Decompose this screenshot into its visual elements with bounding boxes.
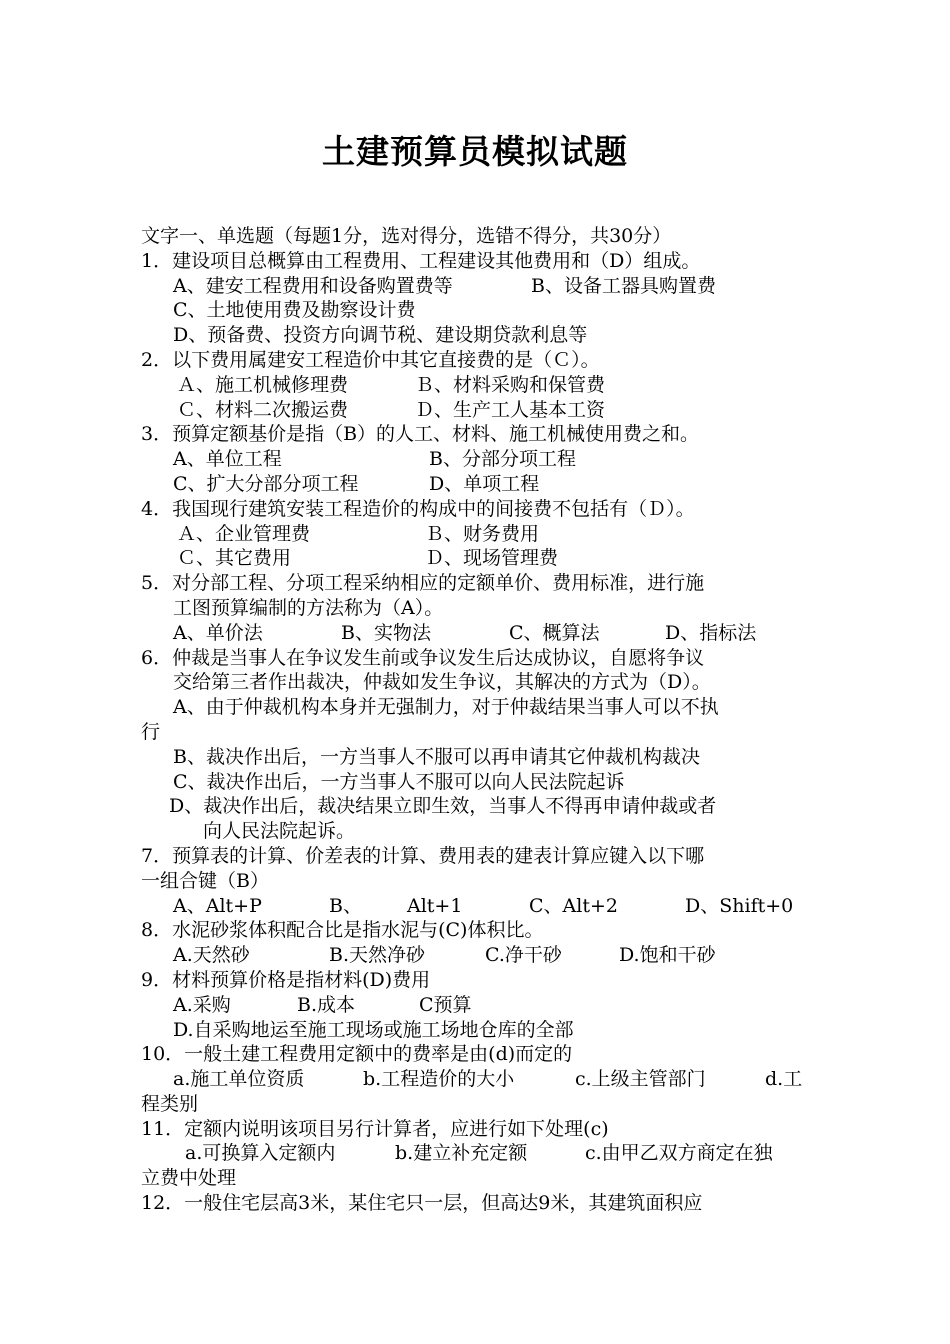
option-d: D、Shift+0 xyxy=(685,894,794,917)
question-3: 3．预算定额基价是指（B）的人工、材料、施工机械使用费之和。 xyxy=(141,423,700,446)
option-b: B、分部分项工程 xyxy=(429,448,576,471)
option-a: A、建安工程费用和设备购置费等 xyxy=(173,274,453,297)
question-1: 1．建设项目总概算由工程费用、工程建设其他费用和（D）组成。 xyxy=(141,249,701,272)
question-3-options-row2 xyxy=(141,472,821,497)
option-d: D.自采购地运至施工现场或施工场地仓库的全部 xyxy=(173,1018,574,1041)
question-6-continued: 交给第三者作出裁决，仲裁如发生争议，其解决的方式为（D）。 xyxy=(173,671,711,694)
question-12: 12．一般住宅层高3米，某住宅只一层，但高达9米，其建筑面积应 xyxy=(141,1192,703,1215)
question-7-options xyxy=(141,894,821,919)
question-4: 4．我国现行建筑安装工程造价的构成中的间接费不包括有（Ｄ）。 xyxy=(141,497,695,520)
question-5-options xyxy=(141,621,821,646)
option-d: D、指标法 xyxy=(665,621,757,644)
option-c: C、概算法 xyxy=(509,621,600,644)
option-d: D、裁决作出后，裁决结果立即生效，当事人不得再申请仲裁或者 xyxy=(169,795,717,818)
question-10: 10．一般土建工程费用定额中的费率是由(d)而定的 xyxy=(141,1043,573,1066)
option-a: A.天然砂 xyxy=(173,944,250,967)
option-c: C、裁决作出后，一方当事人不服可以向人民法院起诉 xyxy=(173,770,625,793)
question-11: 11．定额内说明该项目另行计算者，应进行如下处理(c) xyxy=(141,1117,609,1140)
question-4-options-row2 xyxy=(141,546,821,571)
question-list xyxy=(141,224,821,1216)
question-7: 7．预算表的计算、价差表的计算、费用表的建表计算应键入以下哪 xyxy=(141,844,705,867)
question-1-options-row1 xyxy=(141,274,821,299)
option-b: B、实物法 xyxy=(341,621,431,644)
question-2-options-row2 xyxy=(141,398,821,423)
option-b-label: B、 xyxy=(329,894,362,917)
option-b: Ｂ、财务费用 xyxy=(425,522,540,545)
option-c: C、Alt+2 xyxy=(529,894,618,917)
option-c: C、土地使用费及勘察设计费 xyxy=(173,299,416,322)
option-b: b.建立补充定额 xyxy=(395,1142,528,1165)
question-8: 8．水泥砂浆体积配合比是指水泥与(C)体积比。 xyxy=(141,919,544,942)
section-header: 文字一、单选题（每题1分，选对得分，选错不得分，共30分） xyxy=(141,225,672,247)
question-2-options-row1 xyxy=(141,373,821,398)
question-2: 2．以下费用属建安工程造价中其它直接费的是（Ｃ）。 xyxy=(141,348,600,371)
option-b: B.天然净砂 xyxy=(329,944,426,967)
option-a: A、由于仲裁机构本身并无强制力，对于仲裁结果当事人可以不执 xyxy=(173,696,719,719)
option-b: Ｂ、材料采购和保管费 xyxy=(415,373,606,396)
option-c: c.由甲乙双方商定在独 xyxy=(585,1142,773,1165)
option-b: B、裁决作出后，一方当事人不服可以再申请其它仲裁机构裁决 xyxy=(173,745,700,768)
option-a: Ａ、企业管理费 xyxy=(177,522,311,545)
question-4-options-row1 xyxy=(141,522,821,547)
option-d: d.工 xyxy=(765,1068,803,1091)
question-8-options xyxy=(141,943,821,968)
option-a: A、单位工程 xyxy=(173,448,282,471)
question-7-continued: 一组合键（B） xyxy=(141,869,269,892)
page-title: 土建预算员模拟试题 xyxy=(322,132,628,171)
option-d-continued: 向人民法院起诉。 xyxy=(203,820,356,843)
question-6: 6．仲裁是当事人在争议发生前或争议发生后达成协议，自愿将争议 xyxy=(141,646,705,669)
option-c: Ｃ、材料二次搬运费 xyxy=(177,398,349,421)
option-c: C预算 xyxy=(419,993,472,1016)
option-d: Ｄ、现场管理费 xyxy=(425,547,559,570)
option-c: Ｃ、其它费用 xyxy=(177,547,292,570)
question-5: 5．对分部工程、分项工程采纳相应的定额单价、费用标准，进行施 xyxy=(141,572,705,595)
option-a: Ａ、施工机械修理费 xyxy=(177,373,349,396)
option-b: b.工程造价的大小 xyxy=(363,1068,515,1091)
option-d: D、单项工程 xyxy=(429,472,540,495)
option-b-value: Alt+1 xyxy=(407,894,463,917)
option-a: A.采购 xyxy=(173,993,231,1016)
option-a: A、Alt+P xyxy=(173,894,262,917)
question-11-options xyxy=(141,1141,821,1166)
option-a: A、单价法 xyxy=(173,621,263,644)
option-d: D.饱和干砂 xyxy=(619,944,716,967)
option-c: C、扩大分部分项工程 xyxy=(173,472,359,495)
option-a: a.可换算入定额内 xyxy=(185,1142,336,1165)
question-9-options-row1 xyxy=(141,993,821,1018)
option-c-continued: 立费中处理 xyxy=(141,1167,237,1190)
option-d: D、预备费、投资方向调节税、建设期贷款利息等 xyxy=(173,324,588,347)
option-b: B.成本 xyxy=(297,993,356,1016)
question-9: 9．材料预算价格是指材料(D)费用 xyxy=(141,968,431,991)
question-5-continued: 工图预算编制的方法称为（A）。 xyxy=(173,596,444,619)
option-c: C.净干砂 xyxy=(485,944,562,967)
option-c: c.上级主管部门 xyxy=(575,1068,706,1091)
question-10-options xyxy=(141,1067,821,1092)
option-b: B、设备工器具购置费 xyxy=(531,274,716,297)
option-d: Ｄ、生产工人基本工资 xyxy=(415,398,606,421)
option-a-continued: 行 xyxy=(141,720,161,743)
option-a: a.施工单位资质 xyxy=(173,1068,305,1091)
option-d-continued: 程类别 xyxy=(141,1092,199,1115)
question-3-options-row1 xyxy=(141,447,821,472)
